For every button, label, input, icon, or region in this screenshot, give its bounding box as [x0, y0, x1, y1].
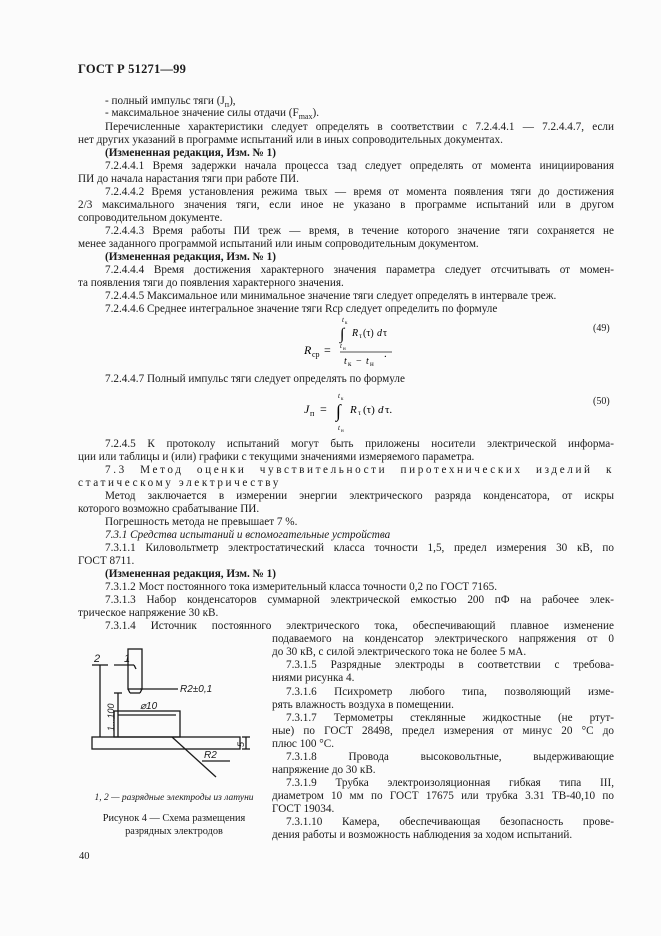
text-line: - полный импульс тяги $(J_п)$, — [105, 95, 236, 110]
text-line: Погрешность метода не превышает 7 %. — [105, 516, 298, 528]
equation-49-formula — [300, 315, 420, 371]
dim-r2: R2 — [204, 750, 217, 761]
figure-caption: Рисунок 4 — Схема размещения — [102, 813, 246, 824]
text-line: та появления тяги до появления характерного значения. — [78, 277, 344, 289]
svg-text:R: R — [352, 328, 359, 339]
text-line: менее заданного программой испытаний или иным сопроводительным документом. — [78, 238, 479, 250]
svg-text:t: t — [338, 392, 340, 400]
svg-text:к: к — [345, 321, 348, 326]
svg-text:t: t — [340, 342, 342, 350]
section-heading: 7.3 Метод оценки чувствительности пиротехнических изделий к — [105, 464, 614, 476]
text-line: плюс 100 °С. — [272, 738, 335, 750]
base-plate — [92, 737, 240, 749]
dim-r2-tolerance: R2±0,1 — [180, 684, 213, 695]
figure-caption: разрядных электродов — [125, 826, 223, 837]
svg-text:−: − — [356, 356, 362, 367]
text-line: до 30 кВ, с силой электрического тока не более 5 мА. — [272, 646, 527, 658]
text-line: 7.3.1.5 Разрядные электроды в соответствии с требова- — [286, 659, 614, 671]
svg-text:d: d — [377, 328, 382, 339]
svg-text:=: = — [324, 343, 331, 357]
text-line: 7.2.4.4.2 Время установления режима τвых — время от момента появления тяги до достижения — [105, 186, 614, 198]
svg-text:τ: τ — [383, 328, 388, 339]
subsection-heading: 7.3.1 Средства испытаний и вспомогательные устройства — [105, 529, 391, 541]
svg-text:ср: ср — [312, 350, 320, 359]
dim-diameter: ⌀10 — [140, 701, 158, 712]
dim-5: 5 — [236, 741, 246, 747]
svg-text:н: н — [370, 360, 374, 368]
text-line: 7.3.1.1 Киловольтметр электростатический класса точности 1,5, предел измерения 30 кВ, по — [105, 542, 614, 554]
text-line: ГОСТ 19034. — [272, 803, 335, 815]
text-line: 7.3.1.9 Трубка электроизоляционная гибкая типа III, — [286, 777, 614, 789]
dim-height: 1...100 — [106, 703, 116, 731]
svg-text:τ: τ — [359, 332, 362, 340]
svg-text:.: . — [384, 348, 387, 360]
text-line: ПИ до начала нарастания тяги при работе ПИ. — [78, 173, 299, 185]
text-line: 7.2.4.4.7 Полный импульс тяги следует определять по формуле — [105, 373, 405, 385]
svg-text:τ.: τ. — [385, 404, 393, 416]
amendment-note: (Измененная редакция, Изм. № 1) — [105, 147, 276, 159]
text-line: 7.2.4.4.3 Время работы ПИ τреж — время, в течение которого значение тяги сохраняется не — [105, 225, 614, 237]
svg-text:(τ): (τ) — [363, 404, 375, 416]
text-line: 7.2.4.4.5 Максимальное или минимальное значение тяги следует определять в интервале τреж. — [105, 290, 557, 302]
text-line: подаваемого на конденсатор электрического напряжения от 0 — [272, 633, 614, 645]
equation-50-formula — [300, 389, 400, 435]
text-line: дения работы и возможность наблюдения за ходом испытаний. — [272, 829, 573, 841]
text-line: 7.3.1.6 Психрометр любого типа, позволяющий изме- — [286, 686, 614, 698]
section-heading: статическому электричеству — [78, 477, 281, 489]
text-line: напряжение до 30 кВ. — [272, 764, 376, 776]
text-line: ные) по ГОСТ 28498, предел измерения от минус 20 °С до — [272, 725, 614, 737]
electrodes-diagram — [78, 645, 263, 780]
text-line: ниями рисунка 4. — [272, 672, 355, 684]
amendment-note: (Измененная редакция, Изм. № 1) — [105, 251, 276, 263]
svg-text:t: t — [344, 356, 347, 367]
text-line: 7.2.4.4.1 Время задержки начала процесса τзад следует определять от момента инициирования — [105, 160, 614, 172]
text-line: трическое напряжение 30 кВ. — [78, 607, 219, 619]
text-line: рять влажность воздуха в помещении. — [272, 699, 454, 711]
text-line: Перечисленные характеристики следует определять в соответствии с 7.2.4.4.1 — 7.2.4.4.7, если — [105, 121, 614, 133]
svg-text:τ: τ — [358, 409, 361, 417]
text-line: 7.2.4.4.4 Время достижения характерного значения параметра следует отсчитывать от момен- — [105, 264, 614, 276]
svg-text:∫: ∫ — [340, 326, 345, 343]
text-line: 7.2.4.4.6 Среднее интегральное значение тяги Rср следует определить по формуле — [105, 303, 498, 315]
svg-text:t: t — [338, 424, 340, 432]
text-line: Метод заключается в измерении энергии электрического разряда конденсатора, от искры — [105, 490, 614, 502]
svg-text:d: d — [378, 404, 384, 416]
figure-legend: 1, 2 — разрядные электроды из латуни — [94, 793, 254, 803]
text-line: сопроводительном документе. — [78, 212, 223, 224]
svg-text:п: п — [310, 409, 315, 418]
text-line: 7.3.1.7 Термометры стеклянные жидкостные (не ртут- — [286, 712, 614, 724]
svg-text:t: t — [366, 356, 369, 367]
text-line: диаметром 10 мм по ГОСТ 17675 или трубка 3.31 ТВ-40,10 по — [272, 790, 614, 802]
text-line: 7.3.1.4 Источник постоянного электрического тока, обеспечивающий плавное изменение — [105, 620, 614, 632]
text-line: 7.2.4.5 К протоколу испытаний могут быть приложены носители электрической информа- — [105, 438, 614, 450]
svg-text:к: к — [341, 397, 344, 402]
svg-text:н: н — [341, 429, 344, 434]
amendment-note: (Измененная редакция, Изм. № 1) — [105, 568, 276, 580]
text-line: 2/3 максимального значения тяги, если иное не указано в программе испытаний или в другом — [78, 199, 614, 211]
equation-number: (50) — [593, 396, 610, 407]
text-line: 7.3.1.3 Набор конденсаторов суммарной электрической емкостью 200 пФ на рабочее элек- — [105, 594, 614, 606]
text-line: 7.3.1.8 Провода высоковольтные, выдерживающие — [286, 751, 614, 763]
svg-text:н: н — [343, 347, 346, 352]
text-line: 7.3.1.2 Мост постоянного тока измерительный класса точности 0,2 по ГОСТ 7165. — [105, 581, 497, 593]
text-line: которого возможно срабатывание ПИ. — [78, 503, 260, 515]
svg-text:R: R — [350, 404, 357, 416]
text-line: - максимальное значение силы отдачи $(F_{max})$. — [105, 107, 319, 122]
svg-text:(τ): (τ) — [363, 328, 374, 339]
text-line: 7.3.1.10 Камера, обеспечивающая безопасность прове- — [286, 816, 614, 828]
svg-text:к: к — [348, 360, 352, 368]
label-2: 2 — [94, 653, 101, 665]
svg-text:J: J — [304, 402, 310, 416]
text-line: нет других указаний в программе испытаний или в иных сопроводительных документах. — [78, 134, 503, 146]
svg-text:R: R — [304, 343, 312, 357]
equation-number: (49) — [593, 323, 610, 334]
page-number: 40 — [79, 851, 90, 862]
svg-text:t: t — [342, 316, 344, 324]
text-line: ции или таблицы и (или) графики с текущими значениями измеряемого параметра. — [78, 451, 475, 463]
document-header: ГОСТ Р 51271—99 — [78, 62, 187, 76]
svg-text:∫: ∫ — [336, 401, 341, 421]
figure-4 — [78, 645, 263, 785]
svg-text:=: = — [320, 402, 327, 416]
label-1: 1 — [124, 653, 131, 665]
text-line: ГОСТ 8711. — [78, 555, 135, 567]
